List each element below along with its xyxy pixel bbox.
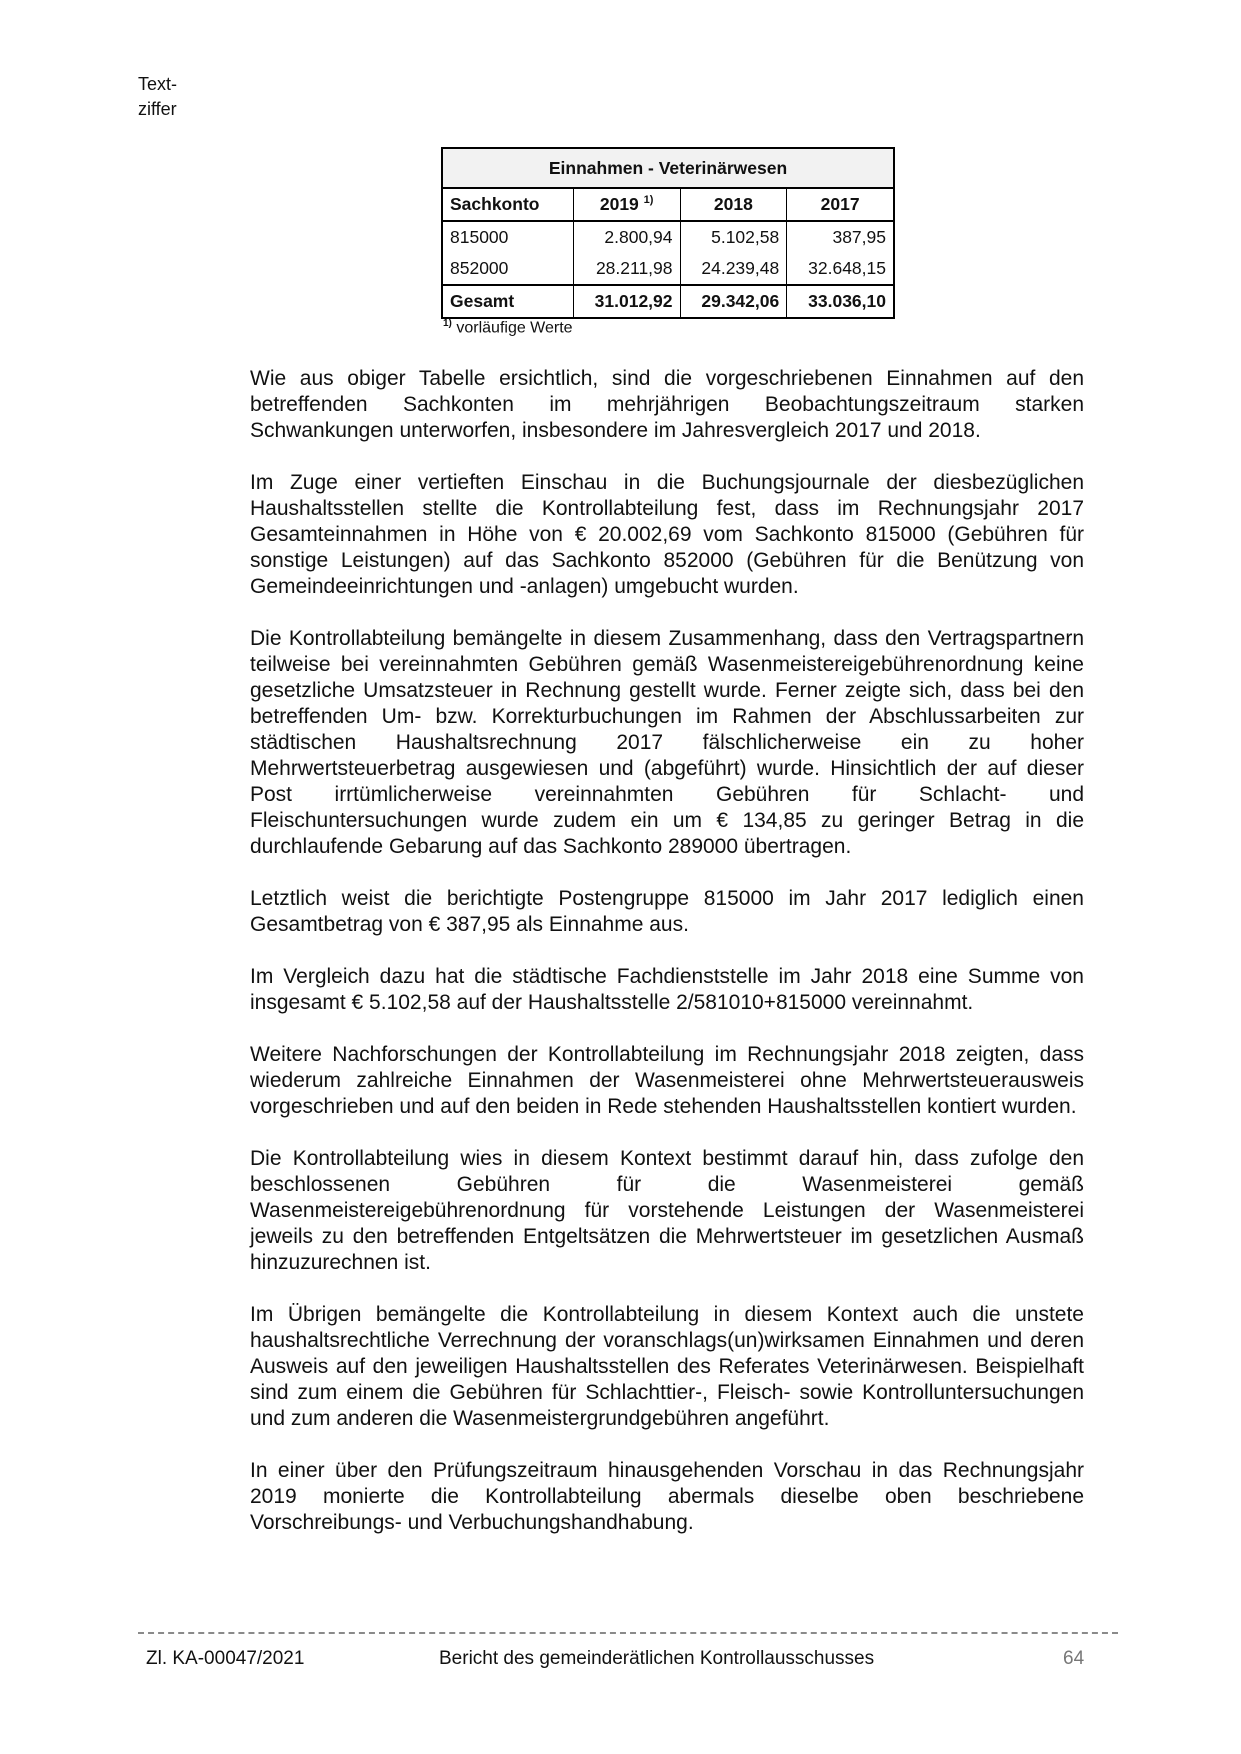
table-cell-sachkonto: 852000 (450, 258, 509, 278)
table-cell-2017: 32.648,15 (787, 253, 894, 285)
footer-reference: Zl. KA-00047/2021 (146, 1648, 305, 1669)
table-title-row (442, 148, 894, 188)
paragraph: Die Kontrollabteilung wies in diesem Kontext bestimmt darauf hin, dass zufolge den beschlossenen Gebühren für die Wasenmeisterei gemäß Wasenmeistereigebührenordnung für vorstehende Leistungen der Wasenmeisterei jeweils zu den betreffenden Entgeltsätzen die Mehrwertsteuer im gesetzlichen Ausmaß hinzuzurechnen ist. (250, 1147, 1084, 1274)
paragraph: Letztlich weist die berichtigte Postengruppe 815000 im Jahr 2017 lediglich einen Gesamtbetrag von € 387,95 als Einnahme aus. (250, 887, 1084, 936)
margin-label-line-1: Text- (138, 74, 178, 94)
page-number: 64 (1063, 1648, 1085, 1669)
body-text (250, 366, 1084, 1562)
table-cell-sachkonto: 815000 (450, 227, 509, 247)
footer-title: Bericht des gemeinderätlichen Kontrollausschusses (439, 1648, 875, 1669)
paragraph: Wie aus obiger Tabelle ersichtlich, sind die vorgeschriebenen Einnahmen auf den betreffenden Sachkonten im mehrjährigen Beobachtungszeitraum starken Schwankungen unterworfen, insbesondere im Jahresvergleich 2017 und 2018. (250, 367, 1084, 442)
column-header-2017: 2017 (787, 188, 894, 221)
table-total-2018: 29.342,06 (680, 285, 787, 318)
paragraph: Im Vergleich dazu hat die städtische Fachdienststelle im Jahr 2018 eine Summe von insgesamt € 5.102,58 auf der Haushaltsstelle 2/581010+815000 vereinnahmt. (250, 965, 1084, 1014)
revenue-table (441, 147, 895, 319)
column-header-2018: 2018 (680, 188, 787, 221)
paragraph: In einer über den Prüfungszeitraum hinausgehenden Vorschau in das Rechnungsjahr 2019 monierte die Kontrollabteilung abermals dieselbe oben beschriebene Vorschreibungs- und Verbuchungshandhabung. (250, 1459, 1084, 1534)
table-total-2019: 31.012,92 (573, 285, 680, 318)
table-title: Einnahmen - Veterinärwesen (442, 148, 894, 188)
column-header-2019-label: 2019 (599, 194, 639, 214)
footer-divider (138, 1632, 1118, 1634)
table-cell-2018: 5.102,58 (680, 221, 787, 253)
paragraph: Im Zuge einer vertieften Einschau in die Buchungsjournale der diesbezüglichen Haushaltsstellen stellte die Kontrollabteilung fest, dass im Rechnungsjahr 2017 Gesamteinnahmen in Höhe von € 20.002,69 vom Sachkonto 815000 (Gebühren für sonstige Leistungen) auf das Sachkonto 852000 (Gebühren für die Benützung von Gemeindeeinrichtungen und -anlagen) umgebucht wurden. (250, 471, 1084, 598)
margin-label-line-2: ziffer (138, 99, 177, 119)
table-total-row (442, 285, 894, 318)
footnote-text: vorläufige Werte (456, 319, 573, 337)
paragraph: Die Kontrollabteilung bemängelte in diesem Zusammenhang, dass den Vertragspartnern teilweise bei vereinnahmten Gebühren gemäß Wasenmeistereigebührenordnung keine gesetzliche Umsatzsteuer in Rechnung gestellt wurde. Ferner zeigte sich, dass bei den betreffenden Um- bzw. Korrekturbuchungen im Rahmen der Abschlussarbeiten zur städtischen Haushaltsrechnung 2017 fälschlicherweise ein zu hoher Mehrwertsteuerbetrag ausgewiesen und (abgeführt) wurde. Hinsichtlich der auf dieser Post irrtümlicherweise vereinnahmten Gebühren für Schlacht- und Fleischuntersuchungen wurde zudem ein um € 134,85 zu geringer Betrag in die durchlaufende Gebarung auf das Sachkonto 289000 übertragen. (250, 627, 1084, 858)
margin-label-textziffer (138, 72, 177, 122)
column-header-2019 (573, 188, 680, 221)
table-cell-2019: 2.800,94 (573, 221, 680, 253)
table-row (442, 253, 894, 285)
paragraph: Im Übrigen bemängelte die Kontrollabteilung in diesem Kontext auch die unstete haushaltsrechtliche Verrechnung der voranschlags(un)wirksamen Einnahmen und deren Ausweis auf den jeweiligen Haushaltsstellen des Referates Veterinärwesen. Beispielhaft sind zum einem die Gebühren für Schlachttier-, Fleisch- sowie Kontrolluntersuchungen und zum anderen die Wasenmeistergrundgebühren angeführt. (250, 1303, 1084, 1430)
table-footnote (443, 318, 573, 337)
revenue-table-container (441, 147, 895, 319)
table-cell-2017: 387,95 (787, 221, 894, 253)
column-header-2019-footnote-mark: 1) (643, 194, 654, 207)
table-cell-2018: 24.239,48 (680, 253, 787, 285)
column-header-sachkonto: Sachkonto (442, 188, 573, 221)
table-row (442, 221, 894, 253)
footnote-mark: 1) (443, 318, 452, 329)
paragraph: Weitere Nachforschungen der Kontrollabteilung im Rechnungsjahr 2018 zeigten, dass wiederum zahlreiche Einnahmen der Wasenmeisterei ohne Mehrwertsteuerausweis vorgeschrieben und auf den beiden in Rede stehenden Haushaltsstellen kontiert wurden. (250, 1043, 1084, 1118)
table-total-label: Gesamt (442, 285, 573, 318)
table-header-row (442, 188, 894, 221)
table-cell-2019: 28.211,98 (573, 253, 680, 285)
table-total-2017: 33.036,10 (787, 285, 894, 318)
